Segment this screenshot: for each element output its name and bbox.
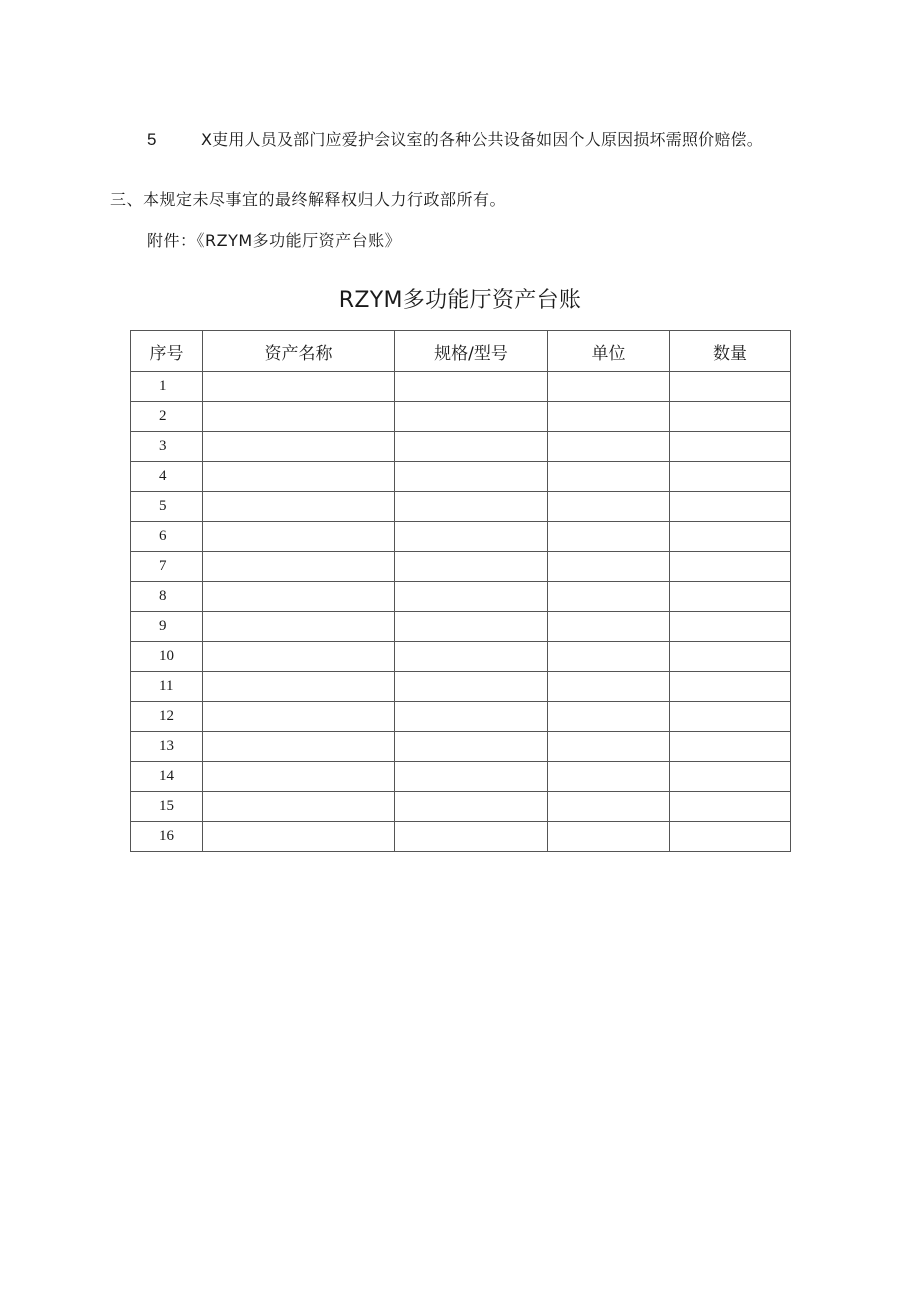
- table-row: [131, 552, 791, 582]
- cell-spec: [395, 702, 548, 732]
- cell-unit: [548, 402, 670, 432]
- cell-unit: [548, 372, 670, 402]
- cell-spec: [395, 762, 548, 792]
- cell-spec: [395, 822, 548, 852]
- table-row: [131, 672, 791, 702]
- cell-quantity: [670, 612, 791, 642]
- cell-quantity: [670, 792, 791, 822]
- cell-unit: [548, 642, 670, 672]
- cell-seq: 16: [131, 822, 203, 852]
- table-row: [131, 822, 791, 852]
- cell-spec: [395, 612, 548, 642]
- table-row: [131, 462, 791, 492]
- table-row: [131, 762, 791, 792]
- cell-spec: [395, 492, 548, 522]
- cell-unit: [548, 462, 670, 492]
- cell-quantity: [670, 732, 791, 762]
- cell-asset-name: [203, 612, 395, 642]
- cell-quantity: [670, 432, 791, 462]
- cell-quantity: [670, 402, 791, 432]
- cell-asset-name: [203, 402, 395, 432]
- clause-text: X吏用人员及部门应爱护会议室的各种公共设备如因个人原因损坏需照价赔偿。: [201, 130, 763, 149]
- clause-number: 5: [147, 130, 157, 149]
- table-row: [131, 492, 791, 522]
- cell-seq: 15: [131, 792, 203, 822]
- cell-spec: [395, 642, 548, 672]
- cell-asset-name: [203, 462, 395, 492]
- cell-quantity: [670, 552, 791, 582]
- cell-asset-name: [203, 792, 395, 822]
- column-header-unit: 单位: [548, 331, 670, 372]
- cell-seq: 1: [131, 372, 203, 402]
- table-row: [131, 792, 791, 822]
- cell-seq: 10: [131, 642, 203, 672]
- cell-spec: [395, 432, 548, 462]
- cell-quantity: [670, 372, 791, 402]
- cell-seq: 13: [131, 732, 203, 762]
- cell-seq: 5: [131, 492, 203, 522]
- column-header-spec: 规格/型号: [395, 331, 548, 372]
- cell-asset-name: [203, 672, 395, 702]
- cell-spec: [395, 522, 548, 552]
- cell-unit: [548, 432, 670, 462]
- final-clause: 三、本规定未尽事宜的最终解释权归人力行政部所有。: [110, 190, 507, 209]
- cell-seq: 12: [131, 702, 203, 732]
- table-row: [131, 702, 791, 732]
- cell-quantity: [670, 642, 791, 672]
- table-row: [131, 522, 791, 552]
- cell-spec: [395, 732, 548, 762]
- table-title: RZYM多功能厅资产台账: [338, 288, 582, 313]
- asset-ledger-table: [130, 330, 791, 852]
- cell-spec: [395, 672, 548, 702]
- cell-seq: 11: [131, 672, 203, 702]
- cell-unit: [548, 762, 670, 792]
- cell-quantity: [670, 492, 791, 522]
- cell-seq: 2: [131, 402, 203, 432]
- cell-unit: [548, 492, 670, 522]
- cell-unit: [548, 552, 670, 582]
- table-row: [131, 582, 791, 612]
- cell-asset-name: [203, 822, 395, 852]
- cell-spec: [395, 792, 548, 822]
- table-row: [131, 612, 791, 642]
- cell-seq: 8: [131, 582, 203, 612]
- cell-unit: [548, 612, 670, 642]
- cell-spec: [395, 582, 548, 612]
- cell-unit: [548, 822, 670, 852]
- cell-seq: 9: [131, 612, 203, 642]
- cell-seq: 4: [131, 462, 203, 492]
- table-body: [131, 372, 791, 852]
- cell-unit: [548, 522, 670, 552]
- cell-asset-name: [203, 732, 395, 762]
- cell-asset-name: [203, 492, 395, 522]
- table-header-row: [131, 331, 791, 372]
- cell-asset-name: [203, 642, 395, 672]
- cell-unit: [548, 702, 670, 732]
- cell-asset-name: [203, 702, 395, 732]
- cell-spec: [395, 462, 548, 492]
- cell-unit: [548, 792, 670, 822]
- cell-seq: 7: [131, 552, 203, 582]
- cell-quantity: [670, 582, 791, 612]
- cell-asset-name: [203, 432, 395, 462]
- attachment-reference: 附件：《RZYM多功能厅资产台账》: [147, 231, 402, 250]
- cell-asset-name: [203, 582, 395, 612]
- column-header-asset-name: 资产名称: [203, 331, 395, 372]
- cell-seq: 14: [131, 762, 203, 792]
- cell-quantity: [670, 702, 791, 732]
- cell-unit: [548, 732, 670, 762]
- cell-spec: [395, 372, 548, 402]
- table-row: [131, 432, 791, 462]
- cell-quantity: [670, 672, 791, 702]
- table-row: [131, 642, 791, 672]
- cell-spec: [395, 552, 548, 582]
- cell-unit: [548, 582, 670, 612]
- cell-seq: 3: [131, 432, 203, 462]
- table-row: [131, 372, 791, 402]
- cell-quantity: [670, 522, 791, 552]
- column-header-seq: 序号: [131, 331, 203, 372]
- table-row: [131, 402, 791, 432]
- cell-seq: 6: [131, 522, 203, 552]
- cell-asset-name: [203, 522, 395, 552]
- cell-quantity: [670, 462, 791, 492]
- cell-unit: [548, 672, 670, 702]
- column-header-quantity: 数量: [670, 331, 791, 372]
- cell-spec: [395, 402, 548, 432]
- cell-asset-name: [203, 552, 395, 582]
- cell-quantity: [670, 762, 791, 792]
- cell-asset-name: [203, 762, 395, 792]
- table-row: [131, 732, 791, 762]
- cell-quantity: [670, 822, 791, 852]
- cell-asset-name: [203, 372, 395, 402]
